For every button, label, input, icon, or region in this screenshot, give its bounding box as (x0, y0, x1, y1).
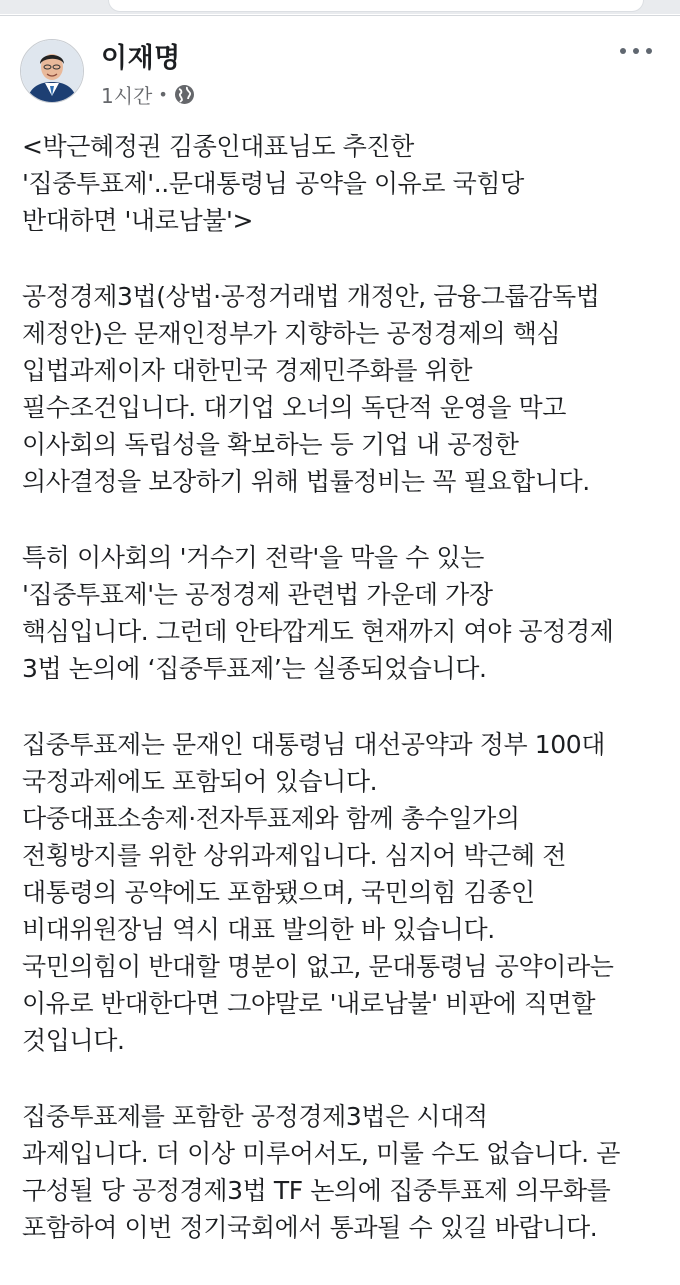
divider (0, 15, 680, 16)
post-text-line: 과제입니다. 더 이상 미루어서도, 미룰 수도 없습니다. 곧 (22, 1139, 620, 1168)
post-text-line: 특히 이사회의 '거수기 전락'을 막을 수 있는 (22, 543, 484, 572)
post-text-line: 다중대표소송제·전자투표제와 함께 총수일가의 (22, 804, 520, 833)
post-text-line: '집중투표제'..문대통령님 공약을 이유로 국힘당 (22, 169, 524, 198)
post-text-line: 필수조건입니다. 대기업 오너의 독단적 운영을 막고 (22, 393, 567, 422)
post-text-line: 반대하면 '내로남불'> (22, 206, 254, 235)
post-text-line: 국정과제에도 포함되어 있습니다. (22, 767, 378, 796)
post-text-line: 전횡방지를 위한 상위과제입니다. 심지어 박근혜 전 (22, 841, 567, 870)
post-text-line: 집중투표제를 포함한 공정경제3법은 시대적 (22, 1102, 488, 1131)
post-paragraph (22, 726, 670, 1059)
post-text-line: 이유로 반대한다면 그야말로 '내로남불' 비판에 직면할 (22, 989, 596, 1018)
post-text-line: 포함하여 이번 정기국회에서 통과될 수 있길 바랍니다. (22, 1213, 598, 1242)
post-text-line: 제정안)은 문재인정부가 지향하는 공정경제의 핵심 (22, 319, 561, 348)
post-paragraph (22, 1098, 670, 1246)
globe-icon[interactable] (174, 84, 195, 105)
avatar-image (21, 40, 83, 102)
post-text-line: 집중투표제는 문재인 대통령님 대선공약과 정부 100대 (22, 730, 606, 759)
post-text-line: 의사결정을 보장하기 위해 법률정비는 꼭 필요합니다. (22, 467, 590, 496)
post-text-line: 핵심입니다. 그런데 안타깝게도 현재까지 여야 공정경제 (22, 617, 614, 646)
post-text-line: 것입니다. (22, 1026, 125, 1055)
more-options-icon[interactable] (620, 42, 652, 60)
post-text-line: 비대위원장님 역시 대표 발의한 바 있습니다. (22, 915, 495, 944)
post-text-line: 공정경제3법(상법·공정거래법 개정안, 금융그룹감독법 (22, 282, 600, 311)
post-text-line: 3법 논의에 ‘집중투표제’는 실종되었습니다. (22, 654, 487, 683)
post-text-line: 대통령의 공약에도 포함됐으며, 국민의힘 김종인 (22, 878, 535, 907)
post-paragraph (22, 539, 670, 687)
post-paragraph (22, 128, 670, 239)
post-text-line: 이사회의 독립성을 확보하는 등 기업 내 공정한 (22, 430, 519, 459)
avatar[interactable] (20, 39, 84, 103)
post-body (22, 128, 670, 1285)
post-text-line: 입법과제이자 대한민국 경제민주화를 위한 (22, 356, 473, 385)
post-time[interactable]: 1시간 (101, 84, 153, 108)
post-text-line: 국민의힘이 반대할 명분이 없고, 문대통령님 공약이라는 (22, 952, 614, 981)
post-paragraph (22, 278, 670, 500)
meta-separator: • (158, 85, 168, 104)
post-text-line: <박근혜정권 김종인대표님도 추진한 (22, 132, 414, 161)
top-bar (0, 0, 680, 14)
post-text-line: '집중투표제'는 공정경제 관련법 가운데 가장 (22, 580, 493, 609)
post-meta (101, 80, 195, 109)
search-bar[interactable] (108, 0, 644, 12)
author-name[interactable]: 이재명 (101, 43, 181, 74)
post-text-line: 구성될 당 공정경제3법 TF 논의에 집중투표제 의무화를 (22, 1176, 611, 1205)
